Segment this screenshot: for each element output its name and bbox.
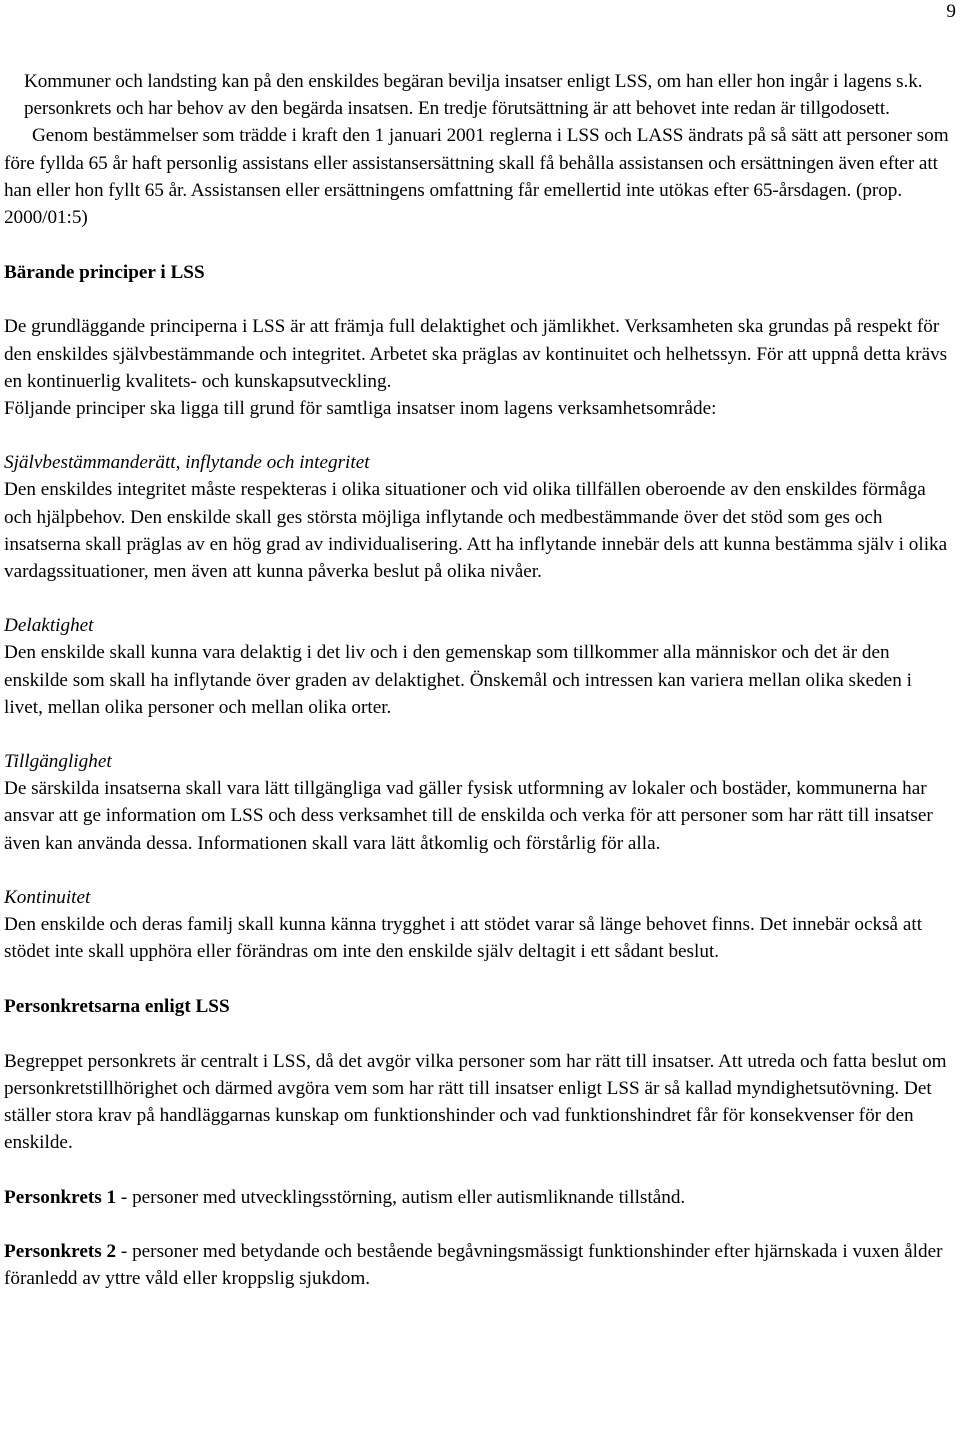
principle-text: Den enskilde och deras familj skall kunna känna trygghet i att stödet varar så länge behovet finns. Det innebär också att stödet inte skall upphöra eller förändras om inte den enskilde själv deltagit i ett sådant beslut. xyxy=(4,914,923,963)
principle-title: Kontinuitet xyxy=(4,886,91,908)
personkrets-2-label: Personkrets 2 xyxy=(4,1240,117,1262)
principles-paragraph-1: De grundläggande principerna i LSS är att främja full delaktighet och jämlikhet. Verksamheten ska grundas på respekt för den enskildes självbestämmande och integritet. Arbetet ska präglas av kontinuitet och helhetssyn. För att uppnå detta krävs en kontinuerlig kvalitets- och kunskapsutveckling. xyxy=(4,316,948,392)
principle-block xyxy=(4,748,954,857)
section-heading-principles: Bärande principer i LSS xyxy=(4,262,205,284)
principle-title: Delaktighet xyxy=(4,615,94,637)
page-number: 9 xyxy=(946,1,956,22)
principle-block xyxy=(4,449,954,585)
principle-block xyxy=(4,884,954,966)
personkrets-1-definition xyxy=(4,1184,954,1211)
personkrets-paragraph: Begreppet personkrets är centralt i LSS, då det avgör vilka personer som har rätt till insatser. Att utreda och fatta beslut om personkretstillhörighet och därmed avgöra vem som har rätt till insatser enligt LSS är så kallad myndighetsutövning. Det ställer stora krav på handläggarnas kunskap om funktionshinder och vad funktionshindret får för konsekvenser för den enskilde. xyxy=(4,1050,947,1154)
principle-block xyxy=(4,612,954,721)
section-heading-personkrets: Personkretsarna enligt LSS xyxy=(4,996,230,1018)
personkrets-2-text: - personer med betydande och bestående begåvningsmässigt funktionshinder efter hjärnskada i vuxen ålder föranledd av yttre våld eller kroppslig sjukdom. xyxy=(4,1240,943,1289)
principle-text: Den enskilde skall kunna vara delaktig i det liv och i den gemenskap som tillkommer alla människor och det är den enskilde som skall ha inflytande över graden av delaktighet. Önskemål och intressen kan variera mellan olika skeden i livet, mellan olika personer och mellan olika orter. xyxy=(4,642,912,718)
document-body xyxy=(4,68,954,1292)
principles-paragraph-2: Följande principer ska ligga till grund för samtliga insatser inom lagens verksamhetsområde: xyxy=(4,398,717,420)
principle-title: Självbestämmanderätt, inflytande och integritet xyxy=(4,452,370,474)
intro-paragraph-2: Genom bestämmelser som trädde i kraft den 1 januari 2001 reglerna i LSS och LASS ändrats på så sätt att personer som före fyllda 65 år haft personlig assistans eller assistansersättning skall få behålla assistansen och ersättningen även efter att han eller hon fyllt 65 år. Assistansen eller ersättningens omfattning får emellertid inte utökas efter 65-årsdagen. (prop. 2000/01:5) xyxy=(4,125,949,229)
personkrets-1-label: Personkrets 1 xyxy=(4,1186,117,1208)
principle-text: Den enskildes integritet måste respekteras i olika situationer och vid olika tillfällen oberoende av den enskildes förmåga och hjälpbehov. Den enskilde skall ges största möjliga inflytande och medbestämmande över det stöd som ges och insatserna skall präglas av en hög grad av individualisering. Att ha inflytande innebär dels att kunna bestämma själv i olika vardagssituationer, men även att kunna påverka beslut på olika nivåer. xyxy=(4,479,948,583)
personkrets-1-text: - personer med utvecklingsstörning, autism eller autismliknande tillstånd. xyxy=(116,1186,686,1208)
principle-text: De särskilda insatserna skall vara lätt tillgängliga vad gäller fysisk utformning av lokaler och bostäder, kommunerna har ansvar att ge information om LSS och dess verksamhet till de enskilda och verka för att personer som har rätt till insatser även kan använda dessa. Informationen skall vara lätt åtkomlig och förstårlig för alla. xyxy=(4,778,933,854)
personkrets-2-definition xyxy=(4,1238,954,1292)
principle-title: Tillgänglighet xyxy=(4,751,112,773)
intro-paragraph-1: Kommuner och landsting kan på den enskildes begäran bevilja insatser enligt LSS, om han eller hon ingår i lagens s.k. personkrets och har behov av den begärda insatsen. En tredje förutsättning är att behovet inte redan är tillgodosett. xyxy=(24,71,923,120)
